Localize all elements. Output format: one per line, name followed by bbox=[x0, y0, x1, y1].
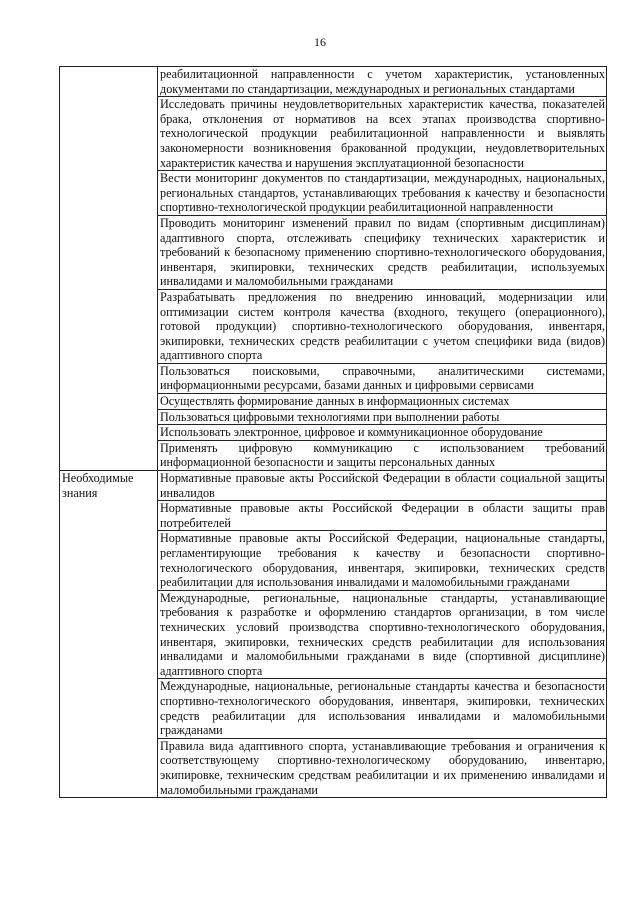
skill-item: Пользоваться цифровыми технологиями при выполнении работы bbox=[158, 409, 607, 425]
skill-item: Осуществлять формирование данных в информационных системах bbox=[158, 394, 607, 410]
table-row bbox=[60, 67, 607, 97]
skill-item: Использовать электронное, цифровое и коммуникационное оборудование bbox=[158, 425, 607, 441]
table-row bbox=[60, 471, 607, 501]
knowledge-item: Международные, региональные, национальные стандарты, устанавливающие требования к разработке и оформлению стандартов организации, в том числе технических условий производства спортивно-технологического оборудования, инвентаря, экипировки, технических средств реабилитации для использования инвалидами и маломобильными гражданами в виде (спортивной дисциплине) адаптивного спорта bbox=[158, 590, 607, 679]
skill-item: Пользоваться поисковыми, справочными, аналитическими системами, информационными ресурсами, базами данных и цифровыми сервисами bbox=[158, 363, 607, 393]
knowledge-item: Международные, национальные, региональные стандарты качества и безопасности спортивно-технологического оборудования, инвентаря, экипировки, технических средств реабилитации для использования инвалидами и маломобильными гражданами bbox=[158, 679, 607, 738]
knowledge-item: Нормативные правовые акты Российской Федерации, национальные стандарты, регламентирующие требования к качеству и безопасности спортивно-технологического оборудования, инвентаря, экипировки, технических средств реабилитации для использования инвалидами и маломобильными гражданами bbox=[158, 531, 607, 590]
page-number: 16 bbox=[314, 35, 326, 49]
skill-item: Вести мониторинг документов по стандартизации, международных, национальных, региональных стандартов, устанавливающих требования к качеству и безопасности спортивно-технологической продукции реабилитационной направленности bbox=[158, 171, 607, 216]
skill-item: Применять цифровую коммуникацию с использованием требований информационной безопасности и защиты персональных данных bbox=[158, 440, 607, 470]
skill-item: Исследовать причины неудовлетворительных характеристик качества, показателей брака, отклонения от нормативов на всех этапах производства спортивно-технологической продукции реабилитационной направленности и выявлять закономерности возникновения бракованной продукции, неудовлетворительных характеристик качества и нарушения эксплуатационной безопасности bbox=[158, 97, 607, 171]
skill-item: Разрабатывать предложения по внедрению инноваций, модернизации или оптимизации систем контроля качества (входного, текущего (операционного), готовой продукции) спортивно-технологического оборудования, инвентаря, экипировки, технических средств реабилитации с учетом специфики вида (видов) адаптивного спорта bbox=[158, 289, 607, 363]
knowledge-item: Нормативные правовые акты Российской Федерации в области защиты прав потребителей bbox=[158, 501, 607, 531]
knowledge-item: Нормативные правовые акты Российской Федерации в области социальной защиты инвалидов bbox=[158, 471, 607, 501]
skill-item: реабилитационной направленности с учетом характеристик, установленных документами по стандартизации, международных и региональных стандартами bbox=[158, 67, 607, 97]
knowledge-item: Правила вида адаптивного спорта, устанавливающие требования и ограничения к соответствующему спортивно-технологическому оборудованию, инвентарю, экипировке, техническим средствам реабилитации и их применению инвалидами и маломобильными гражданами bbox=[158, 738, 607, 797]
skill-item: Проводить мониторинг изменений правил по видам (спортивным дисциплинам) адаптивного спорта, отслеживать специфику технических характеристик и требований к безопасному применению спортивно-технологического оборудования, инвентаря, экипировки, технических средств реабилитации, используемых инвалидами и маломобильными гражданами bbox=[158, 215, 607, 289]
section-label bbox=[60, 67, 158, 471]
requirements-table bbox=[59, 66, 607, 798]
section-label-required-knowledge: Необходимые знания bbox=[60, 471, 158, 798]
